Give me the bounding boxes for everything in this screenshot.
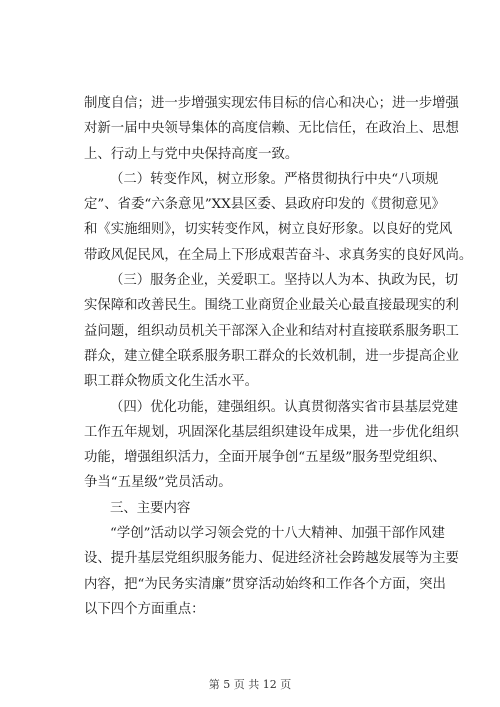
text-line: 定”、省委“六条意见”XX县区委、县政府印发的《贯彻意见》 xyxy=(84,197,445,213)
section-heading-2: （二）转变作风，树立形象。严格贯彻执行中央“八项规 xyxy=(110,171,439,187)
text-line: 职工群众物质文化生活水平。 xyxy=(84,374,259,390)
text-line: 制度自信；进一步增强实现宏伟目标的信心和决心；进一步增强 xyxy=(84,96,459,111)
text-line: 带政风促民风，在全局上下形成艰苦奋斗、求真务实的良好风尚。 xyxy=(84,247,473,263)
page-number-footer: 第 5 页 共 12 页 xyxy=(208,678,292,691)
body-text xyxy=(84,91,473,622)
text-line: 实保障和改善民生。围绕工业商贸企业最关心最直接最现实的利 xyxy=(84,298,459,314)
text-line: 争当“五星级”党员活动。 xyxy=(84,475,232,491)
paragraph-start: “学创”活动以学习领会党的十八大精神、加强干部作风建 xyxy=(110,526,446,542)
text-line: 以下四个方面重点： xyxy=(84,601,205,617)
text-line: 益问题，组织动员机关干部深入企业和结对村直接联系服务职工 xyxy=(84,323,459,339)
section-heading-3: （三）服务企业，关爱职工。坚持以人为本、执政为民，切 xyxy=(110,273,459,289)
text-line: 和《实施细则》，切实转变作风，树立良好形象。以良好的党风 xyxy=(84,222,453,238)
text-line: 功能，增强组织活力，全面开展争创“五星级”服务型党组织、 xyxy=(84,450,446,466)
text-line: 对新一届中央领导集体的高度信赖、无比信任，在政治上、思想 xyxy=(84,121,459,137)
chapter-heading: 三、主要内容 xyxy=(110,500,191,516)
text-line: 上、行动上与党中央保持高度一致。 xyxy=(84,146,299,162)
section-heading-4: （四）优化功能，建强组织。认真贯彻落实省市县基层党建 xyxy=(110,399,459,415)
text-line: 设、提升基层党组织服务能力、促进经济社会跨越发展等为主要 xyxy=(84,551,459,567)
text-line: 工作五年规划，巩固深化基层组织建设年成果，进一步优化组织 xyxy=(84,424,459,440)
text-line: 群众，建立健全联系服务职工群众的长效机制，进一步提高企业 xyxy=(84,348,459,364)
text-line: 内容，把“为民务实清廉”贯穿活动始终和工作各个方面，突出 xyxy=(84,576,446,592)
